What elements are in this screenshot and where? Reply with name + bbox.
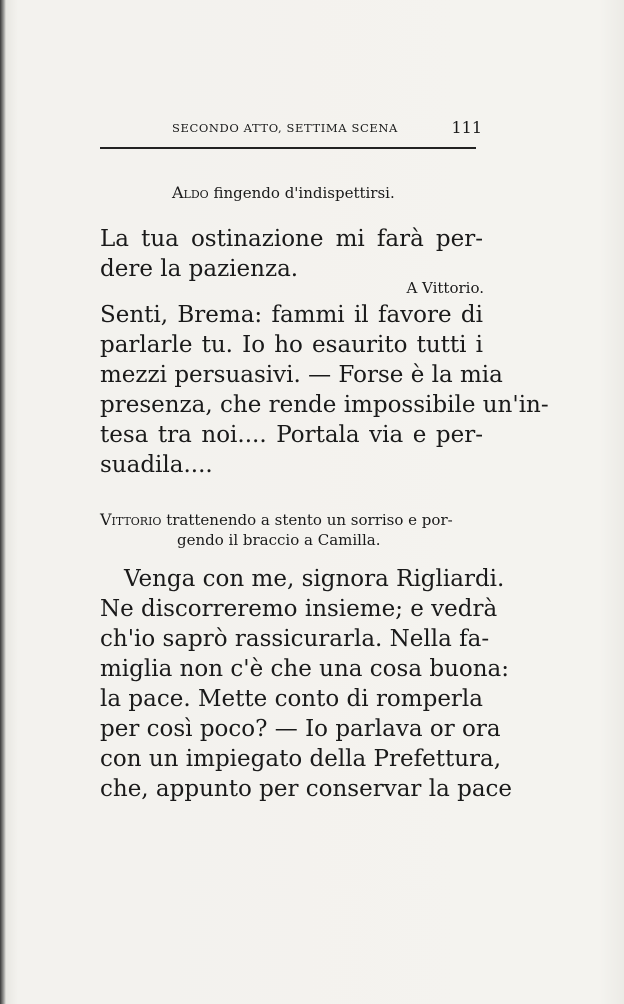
stage-direction-line: gendo il braccio a Camilla. [177, 531, 381, 549]
stage-direction-text: trattenendo a stento un sorriso e por- [166, 511, 453, 529]
speech-line: con un impiegato della Prefettura, [100, 746, 502, 772]
page-binding-edge [0, 0, 6, 1004]
speech-line: La tua ostinazione mi farà per- [100, 226, 483, 252]
speech-aldo-1 [100, 224, 483, 284]
speaker-name: Vittorio [100, 510, 162, 529]
stage-direction-text: fingendo d'indispettirsi. [213, 184, 395, 202]
stage-direction-line [100, 510, 483, 530]
speech-line: dere la pazienza. [100, 256, 299, 282]
speech-line: suadila.... [100, 452, 213, 478]
speaker-name: Aldo [172, 183, 209, 202]
speech-line: miglia non c'è che una cosa buona: [100, 656, 510, 682]
speech-line: la pace. Mette conto di romperla [100, 686, 483, 712]
speech-aldo-2 [100, 300, 549, 480]
speech-line: che, appunto per conservar la pace [100, 776, 513, 802]
speech-line: Senti, Brema: fammi il favore di [100, 302, 483, 328]
stage-direction-vittorio [100, 510, 483, 550]
running-title: SECONDO ATTO, SETTIMA SCENA [172, 121, 398, 135]
speech-line: presenza, che rende impossibile un'in- [100, 392, 549, 418]
speech-vittorio [100, 564, 513, 804]
aside-direction: A Vittorio. [406, 279, 484, 297]
speech-line: Ne discorreremo insieme; e vedrà [100, 596, 498, 622]
speech-line: parlarle tu. Io ho esaurito tutti i [100, 332, 483, 358]
speech-line: mezzi persuasivi. — Forse è la mia [100, 362, 503, 388]
stage-direction-aldo [172, 183, 395, 203]
speech-line: tesa tra noi.... Portala via e per- [100, 422, 483, 448]
speech-line: ch'io saprò rassicurarla. Nella fa- [100, 626, 490, 652]
running-header [172, 118, 482, 138]
speech-line: Venga con me, signora Rigliardi. [124, 566, 505, 592]
page-number: 111 [451, 118, 482, 137]
speech-line: per così poco? — Io parlava or ora [100, 716, 501, 742]
header-rule [100, 147, 476, 149]
